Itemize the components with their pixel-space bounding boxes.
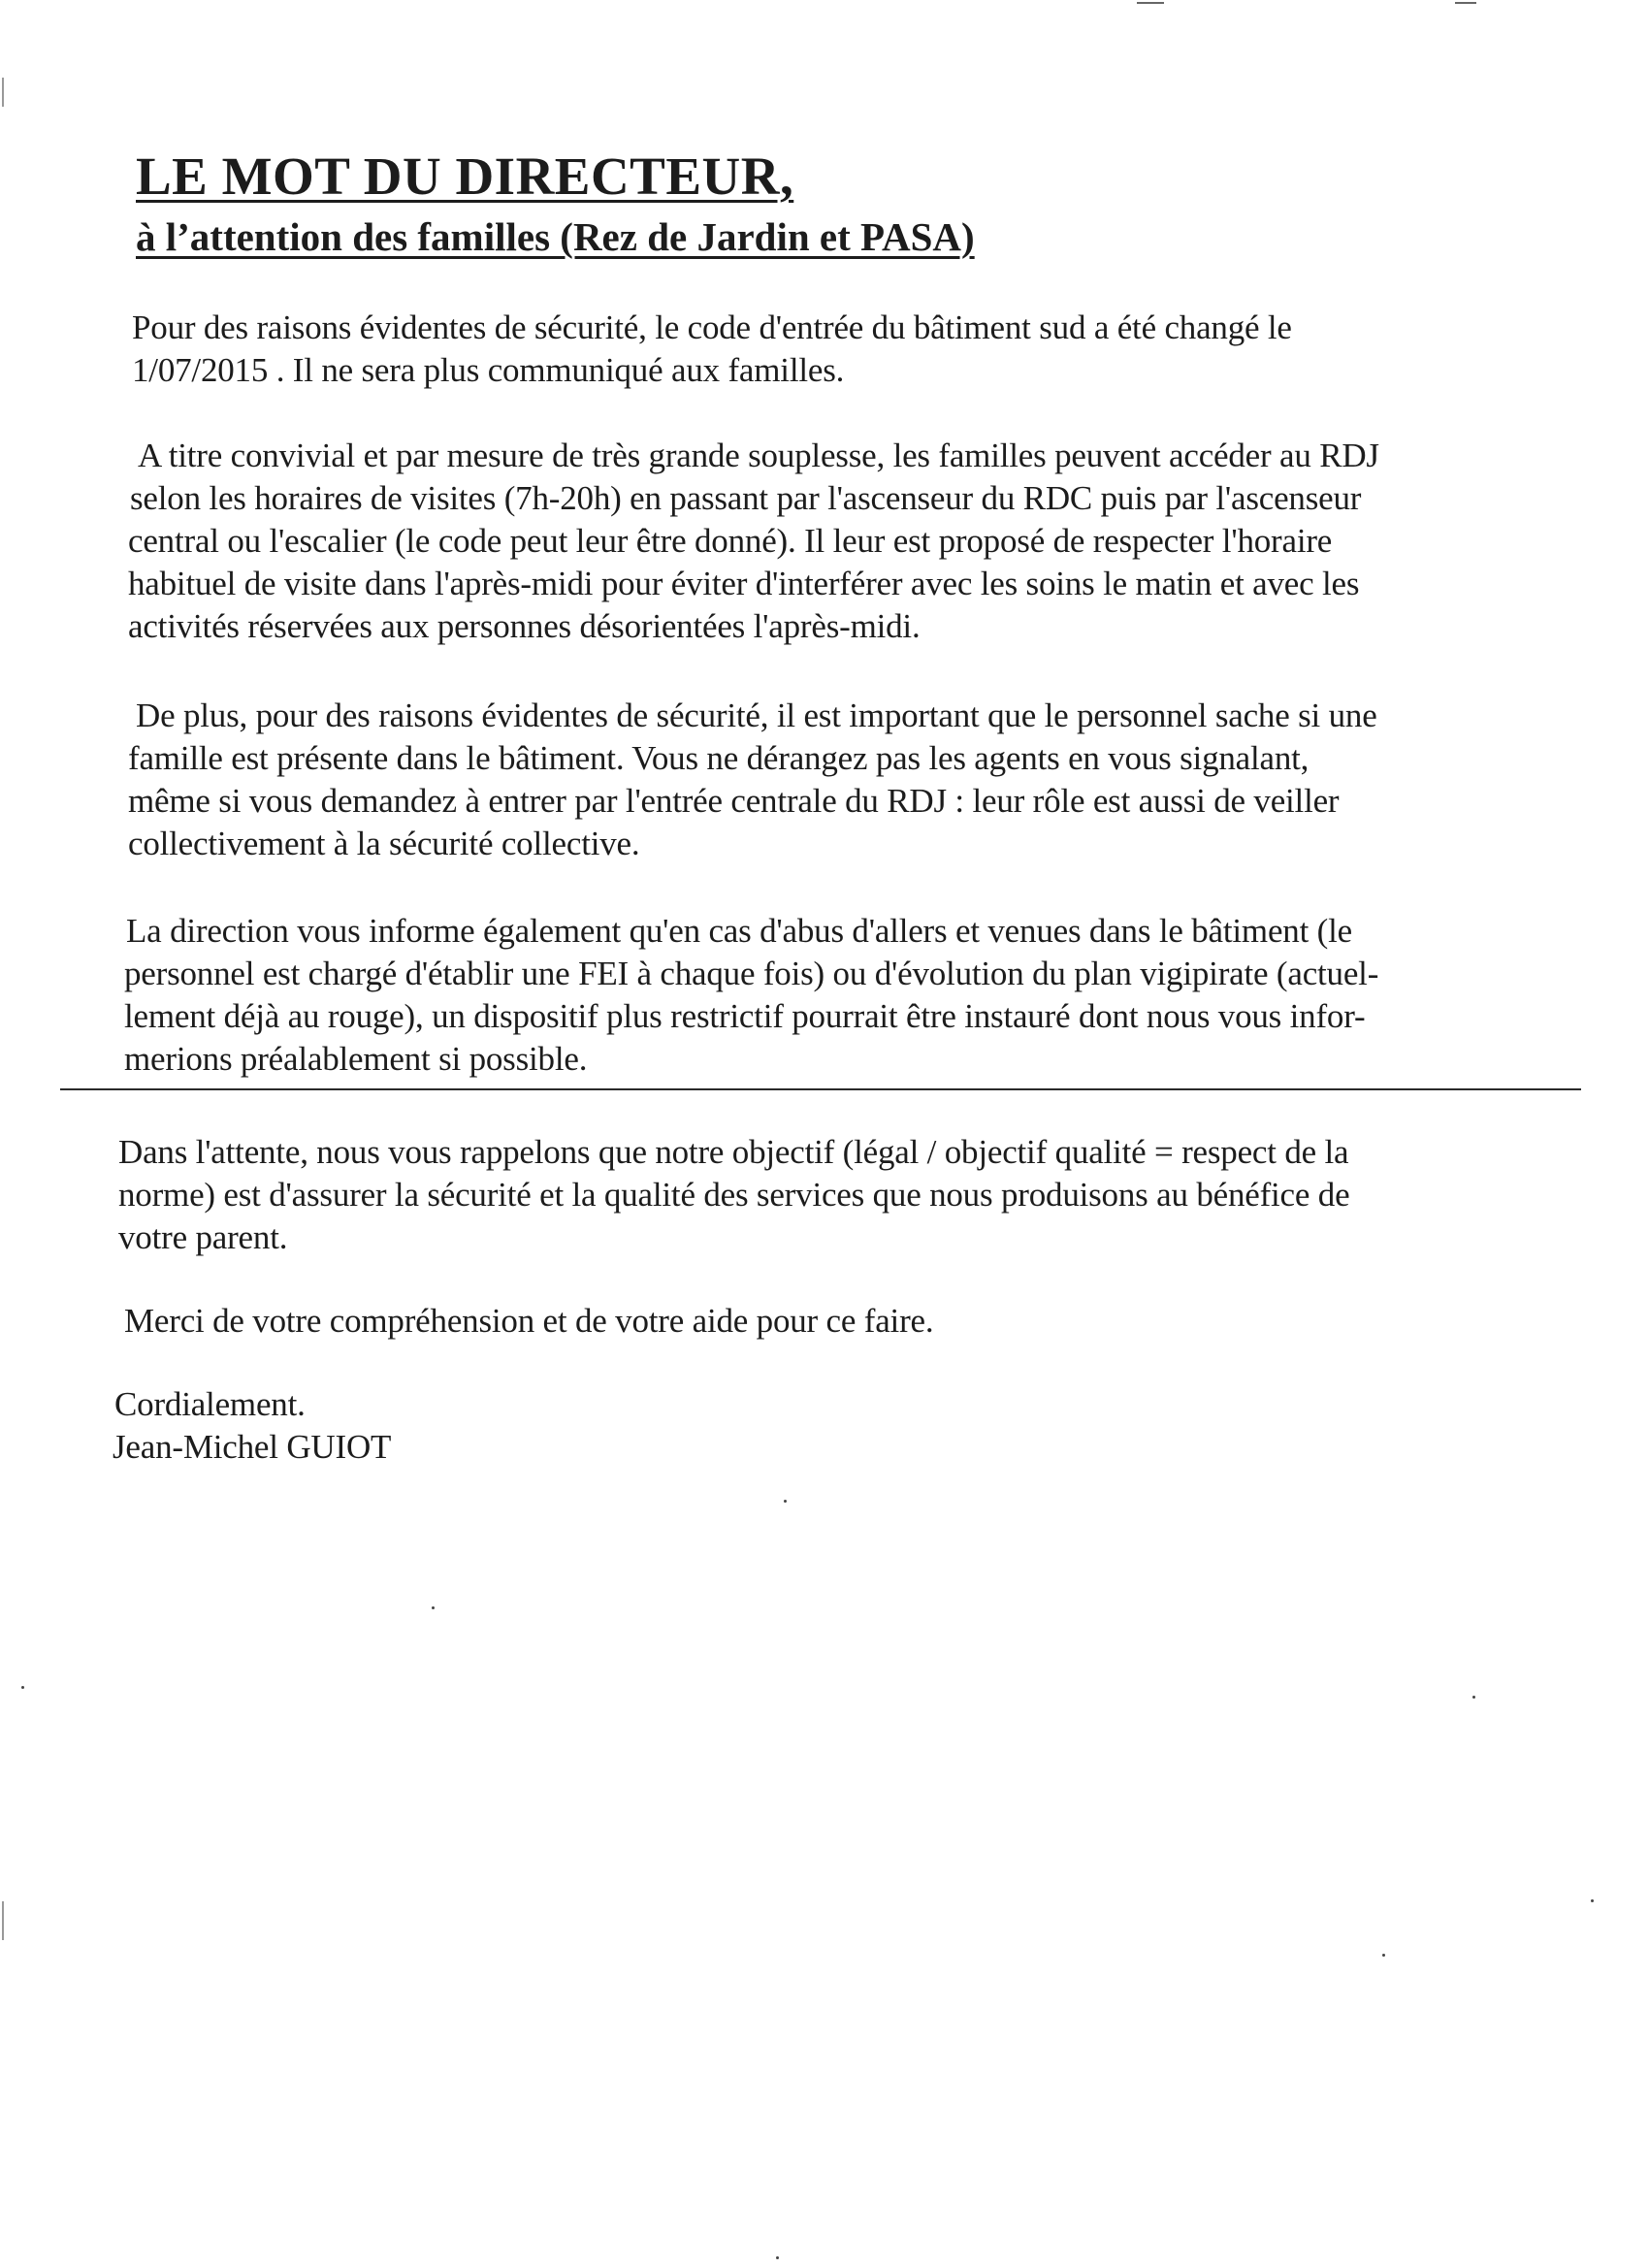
scan-mark [1455,2,1476,4]
closing-salutation: Cordialement. [114,1385,306,1423]
paragraph-1-line: 1/07/2015 . Il ne sera plus communiqué aux familles. [132,351,845,389]
paragraph-2-line: selon les horaires de visites (7h-20h) en passant par l'ascenseur du RDC puis par l'ascenseur [130,479,1362,517]
letter-title: LE MOT DU DIRECTEUR, [136,146,794,206]
paragraph-2-line: A titre convivial et par mesure de très grande souplesse, les familles peuvent accéder au RDJ [138,437,1379,474]
scan-speck [1382,1954,1385,1957]
paragraph-6-line: Merci de votre compréhension et de votre aide pour ce faire. [124,1302,934,1340]
scan-speck [21,1686,24,1689]
scan-speck [1591,1899,1594,1902]
paragraph-2-line: activités réservées aux personnes désorientées l'après-midi. [128,607,921,645]
paragraph-5-line: votre parent. [118,1218,288,1256]
paragraph-5-line: norme) est d'assurer la sécurité et la qualité des services que nous produisons au bénéfice de [118,1176,1350,1214]
paragraph-4-line: lement déjà au rouge), un dispositif plus restrictif pourrait être instauré dont nous vous infor- [124,997,1366,1035]
paragraph-4-line: personnel est chargé d'établir une FEI à chaque fois) ou d'évolution du plan vigipirate (actuel- [124,955,1379,992]
paragraph-3-line: famille est présente dans le bâtiment. Vous ne dérangez pas les agents en vous signalant, [128,739,1310,777]
paragraph-2-line: habituel de visite dans l'après-midi pour éviter d'interférer avec les soins le matin et avec les [128,565,1360,602]
scan-speck [784,1500,787,1503]
scan-mark [2,78,4,107]
scan-speck [776,2256,779,2259]
scan-mark [2,1901,4,1940]
paragraph-5-line: Dans l'attente, nous vous rappelons que notre objectif (légal / objectif qualité = respect de la [118,1133,1349,1171]
scan-speck [1472,1696,1475,1699]
paragraph-4-line: merions préalablement si possible. [124,1040,588,1078]
paragraph-3-line: même si vous demandez à entrer par l'entrée centrale du RDJ : leur rôle est aussi de veiller [128,782,1340,820]
paragraph-4-line: La direction vous informe également qu'en cas d'abus d'allers et venues dans le bâtiment (le [126,912,1352,950]
signature-name: Jean-Michel GUIOT [113,1428,392,1466]
horizontal-divider [60,1088,1581,1090]
scan-speck [432,1606,435,1609]
paragraph-3-line: collectivement à la sécurité collective. [128,825,640,862]
letter-subtitle: à l’attention des familles (Rez de Jardin et PASA) [136,214,975,259]
paragraph-3-line: De plus, pour des raisons évidentes de sécurité, il est important que le personnel sache si une [136,697,1377,734]
paragraph-1-line: Pour des raisons évidentes de sécurité, le code d'entrée du bâtiment sud a été changé le [132,308,1292,346]
paragraph-2-line: central ou l'escalier (le code peut leur être donné). Il leur est proposé de respecter l'horaire [128,522,1333,560]
scan-mark [1137,2,1164,4]
